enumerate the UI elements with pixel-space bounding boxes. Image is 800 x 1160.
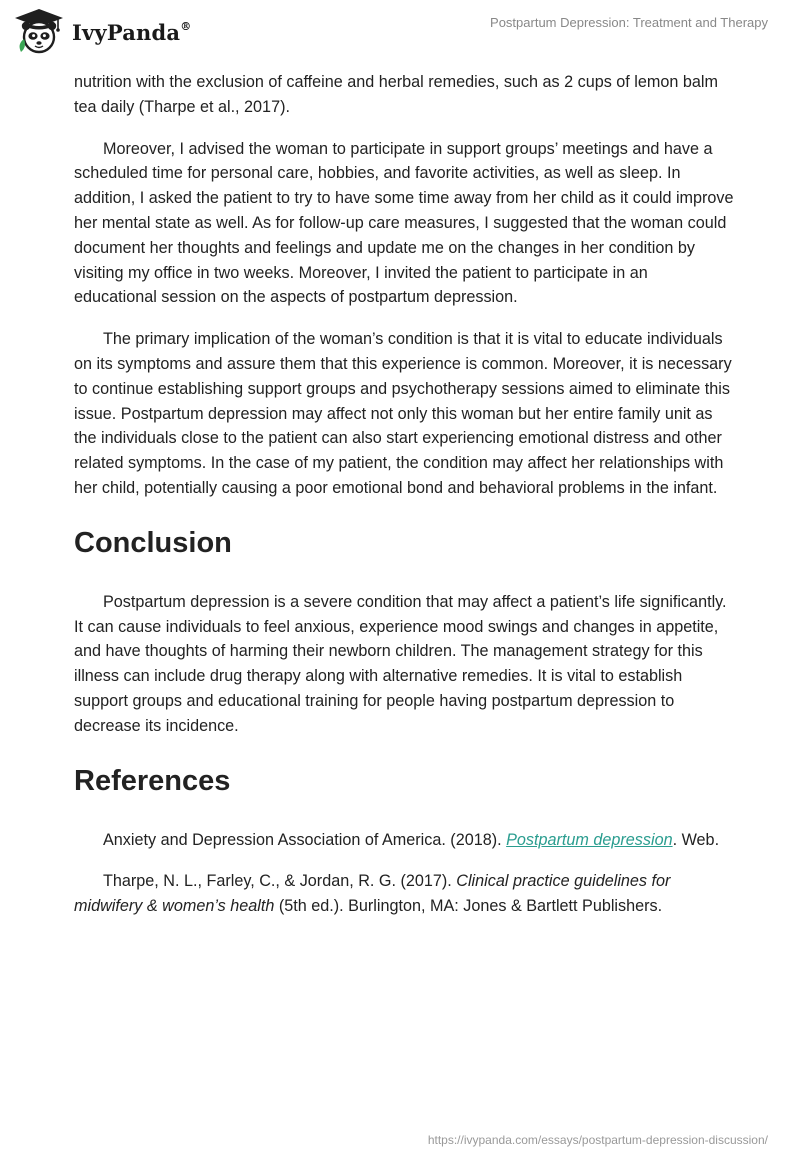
brand-logo[interactable] xyxy=(14,8,191,54)
references-heading: References xyxy=(74,764,231,797)
source-url[interactable]: https://ivypanda.com/essays/postpartum-depression-discussion/ xyxy=(427,1133,768,1147)
panda-graduate-icon xyxy=(14,8,64,54)
conclusion-paragraph: Postpartum depression is a severe condition that may affect a patient’s life significantly. It can cause individuals to feel anxious, experience mood swings and changes in appetite, and have thoughts of harming their newborn children. The management strategy for this illness can include drug therapy along with alternative remedies. It is vital to establish support groups and educational training for people having postpartum depression to decrease its incidence. xyxy=(74,592,727,735)
paragraph: The primary implication of the woman’s condition is that it is vital to educate individuals on its symptoms and assure them that this experience is common. Moreover, it is necessary to continue establishing support groups and psychotherapy sessions aimed to eliminate this issue. Postpartum depression may affect not only this woman but her entire family unit as the individuals close to the patient can also start experiencing emotional distress and other related symptoms. In the case of my patient, the condition may affect her relationships with her child, potentially causing a poor emotional bond and behavioral problems in the infant. xyxy=(74,330,732,497)
brand-name: IvyPanda® xyxy=(72,19,192,45)
paragraph: Moreover, I advised the woman to participate in support groups’ meetings and have a scheduled time for personal care, hobbies, and favorite activities, as well as sleep. In addition, I asked the patient to try to have some time away from her child as it could improve her mental state as well. As for follow-up care measures, I suggested that the woman could document her thoughts and feelings and update me on the changes in her condition by visiting my office in two weeks. Moreover, I invited the patient to participate in an educational session on the aspects of postpartum depression. xyxy=(74,139,734,307)
reference-entry: Anxiety and Depression Association of America. (2018). Postpartum depression. Web. xyxy=(103,830,720,849)
essay-content xyxy=(74,70,734,936)
page-header xyxy=(0,0,800,64)
document-title: Postpartum Depression: Treatment and Therapy xyxy=(490,15,768,30)
paragraph: nutrition with the exclusion of caffeine and herbal remedies, such as 2 cups of lemon balm tea daily (Tharpe et al., 2017). xyxy=(74,73,718,116)
conclusion-heading: Conclusion xyxy=(74,526,232,559)
reference-book-title: Clinical practice guidelines for midwifery & women’s health xyxy=(74,872,671,916)
reference-entry: Tharpe, N. L., Farley, C., & Jordan, R. G. (2017). Clinical practice guidelines for midwifery & women’s health (5th ed.). Burlington, MA: Jones & Bartlett Publishers. xyxy=(74,872,671,916)
reference-link[interactable]: Postpartum depression xyxy=(506,830,673,849)
